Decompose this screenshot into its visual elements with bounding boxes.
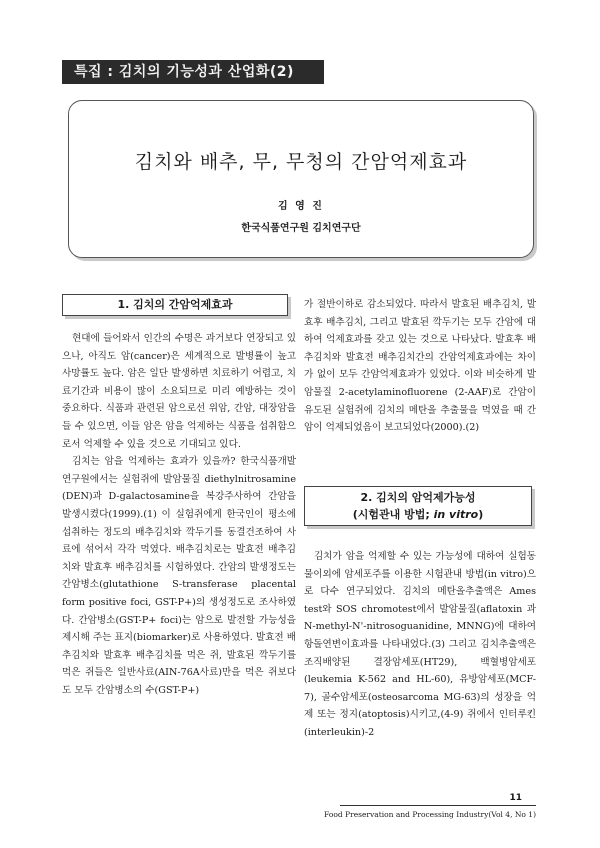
- article-author: 김 영 진: [278, 201, 324, 212]
- journal-name: Food Preservation and Processing Industry(Vol 4, No 1): [324, 810, 536, 819]
- section-1-paragraph: 김치는 암을 억제하는 효과가 있을까? 한국식품개발연구원에서는 실험쥐에 발암물질 diethylnitrosamine (DEN)과 D-galactosamine을 복강주사하여 간암을 발생시켰다(1999).(1) 이 실험쥐에게 한국인이 평소에 섭취하는 정도의 배추김치와 깍두기를 동결건조하여 사료에 섞어서 각각 먹였다. 배추김치로는 발효전 배추김치와 발효후 배추김치를 시험하였다. 간암의 발생정도는 간암병소(glutathione S-transferase placental form positive foci, GST-P+)의 생성정도로 조사하였다. 간암병소(GST-P+ foci)는 암으로 발전할 가능성을 제시해 주는 표지(biomarker)로 사용하였다. 발효전 배추김치와 발효후 배추김치를 먹은 쥐, 발효된 깍두기를 먹은 쥐들은 일반사료(AIN-76A사료)만을 먹은 쥐보다도 모두 간암병소의 수(GST-P+): [62, 456, 296, 696]
- right-column-bottom: [304, 548, 536, 742]
- section-2-heading-line2: (시험관내 방법; in vitro): [352, 508, 484, 521]
- special-issue-banner: 특집 : 김치의 기능성과 산업화(2): [62, 60, 324, 84]
- section-1-continued-paragraph: 가 절반이하로 감소되었다. 따라서 발효된 배추김치, 발효후 배추김치, 그리고 발효된 깍두기는 모두 간암에 대하여 억제효과를 갖고 있는 것으로 나타났다. 발효후 배추김치와 발효전 배추김치간의 간암억제효과에는 차이가 없이 모두 간암억제효과가 있었다. 이와 비슷하게 발암물질 2-acetylaminofluorene (2-AAF)로 간암이 유도된 실험쥐에 김치의 메탄올 추출물을 먹였을 때 간암이 억제되었음이 보고되었다(2000).(2): [304, 299, 536, 434]
- section-1-heading: 1. 김치의 간암억제효과: [62, 294, 288, 316]
- section-1-paragraph: 현대에 들어와서 인간의 수명은 과거보다 연장되고 있으나, 아직도 암(cancer)은 세계적으로 발병률이 높고 사망률도 높다. 암은 일단 발생하면 치료하기 어렵고, 치료기간과 비용이 많이 소요되므로 미리 예방하는 것이 중요하다. 식품과 관련된 암으로선 위암, 간암, 대장암을 들 수 있으면, 이들 암은 암을 억제하는 식품을 섭취함으로서 억제할 수 있을 것으로 기대되고 있다.: [62, 333, 296, 450]
- left-column: [62, 330, 296, 699]
- section-2-heading: [304, 486, 532, 526]
- article-affiliation: 한국식품연구원 김치연구단: [241, 223, 361, 234]
- article-title: 김치와 배추, 무, 무청의 간암억제효과: [134, 151, 468, 173]
- page-number: 11: [509, 793, 522, 803]
- section-2-heading-line1: 2. 김치의 암억제가능성: [360, 491, 476, 504]
- title-box: [68, 100, 534, 258]
- right-column-top: [304, 296, 536, 437]
- footer-rule: [340, 805, 536, 806]
- section-2-paragraph: 김치가 암을 억제할 수 있는 가능성에 대하여 실험동물이외에 암세포주를 이용한 시험관내 방법(in vitro)으로 다수 연구되었다. 김치의 메탄올추출액은 Ames test와 SOS chromotest에서 발암물질(aflatoxin 과 N-methyl-N'-nitrosoguanidine, MNNG)에 대하여 항돌연변이효과를 나타내었다.(3) 그리고 김치추출액은 조직배양된 결장암세포(HT29), 백혈병암세포(leukemia K-562 and HL-60), 유방암세포(MCF-7), 골수암세포(osteosarcoma MG-63)의 성장을 억제 또는 정지(atoptosis)시키고,(4-9) 쥐에서 인터루킨(interleukin)-2: [304, 551, 536, 738]
